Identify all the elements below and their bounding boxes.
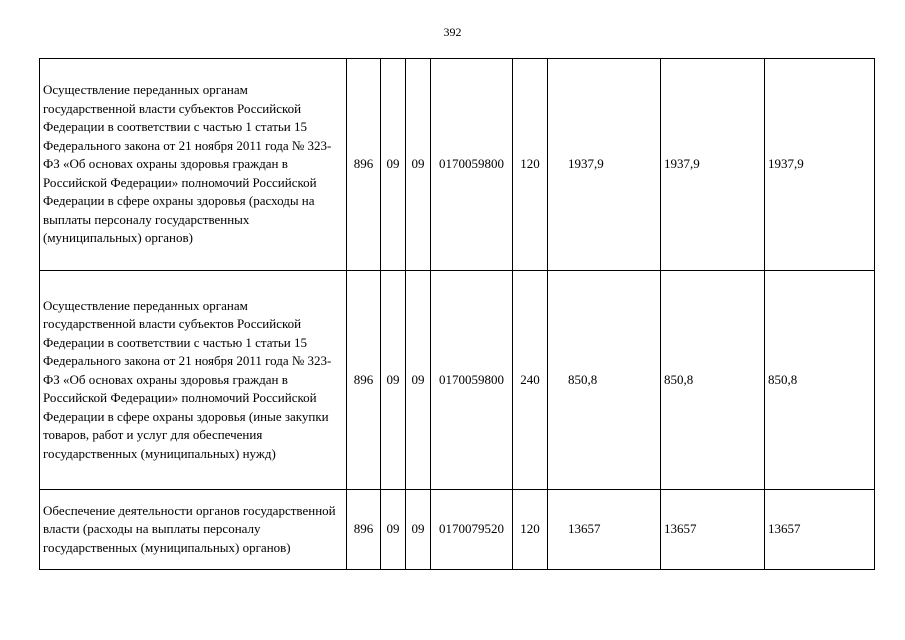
subsection-code-cell: 09 bbox=[406, 59, 431, 271]
amount-cell-1: 1937,9 bbox=[548, 59, 661, 271]
description-text: Осуществление переданных органам государственной власти субъектов Российской Федерации в соответствии с частью 1 статьи 15 Федерального закона от 21 ноября 2011 года № 323-ФЗ «Об основах охраны здоровья граждан в Российской Федерации» полномочий Российской Федерации в сфере охраны здоровья (расходы на выплаты персоналу государственных (муниципальных) органов) bbox=[43, 82, 332, 246]
page-number: 392 bbox=[443, 25, 462, 39]
section-code-cell: 09 bbox=[381, 59, 406, 271]
amount-cell-1: 850,8 bbox=[548, 271, 661, 490]
amount-cell-2: 13657 bbox=[661, 490, 765, 570]
amount-cell-3: 850,8 bbox=[765, 271, 875, 490]
amount-cell-3: 13657 bbox=[765, 490, 875, 570]
section-code-cell: 09 bbox=[381, 490, 406, 570]
amount-cell-1: 13657 bbox=[548, 490, 661, 570]
table-row bbox=[40, 59, 875, 271]
budget-table bbox=[39, 58, 875, 570]
table-row bbox=[40, 271, 875, 490]
table-row bbox=[40, 490, 875, 570]
amount-cell-3: 1937,9 bbox=[765, 59, 875, 271]
expense-type-cell: 120 bbox=[513, 490, 548, 570]
ministry-code-cell: 896 bbox=[347, 271, 381, 490]
amount-cell-2: 1937,9 bbox=[661, 59, 765, 271]
subsection-code-cell: 09 bbox=[406, 271, 431, 490]
description-text: Обеспечение деятельности органов государственной власти (расходы на выплаты персоналу государственных (муниципальных) органов) bbox=[43, 502, 336, 555]
section-code-cell: 09 bbox=[381, 271, 406, 490]
subsection-code-cell: 09 bbox=[406, 490, 431, 570]
description-cell bbox=[40, 59, 347, 271]
target-article-cell: 0170079520 bbox=[431, 490, 513, 570]
description-text: Осуществление переданных органам государственной власти субъектов Российской Федерации в соответствии с частью 1 статьи 15 Федерального закона от 21 ноября 2011 года № 323-ФЗ «Об основах охраны здоровья граждан в Российской Федерации» полномочий Российской Федерации в сфере охраны здоровья (иные закупки товаров, работ и услуг для обеспечения государственных (муниципальных) нужд) bbox=[43, 297, 332, 461]
target-article-cell: 0170059800 bbox=[431, 59, 513, 271]
ministry-code-cell: 896 bbox=[347, 59, 381, 271]
description-cell bbox=[40, 490, 347, 570]
expense-type-cell: 240 bbox=[513, 271, 548, 490]
target-article-cell: 0170059800 bbox=[431, 271, 513, 490]
amount-cell-2: 850,8 bbox=[661, 271, 765, 490]
expense-type-cell: 120 bbox=[513, 59, 548, 271]
ministry-code-cell: 896 bbox=[347, 490, 381, 570]
description-cell bbox=[40, 271, 347, 490]
